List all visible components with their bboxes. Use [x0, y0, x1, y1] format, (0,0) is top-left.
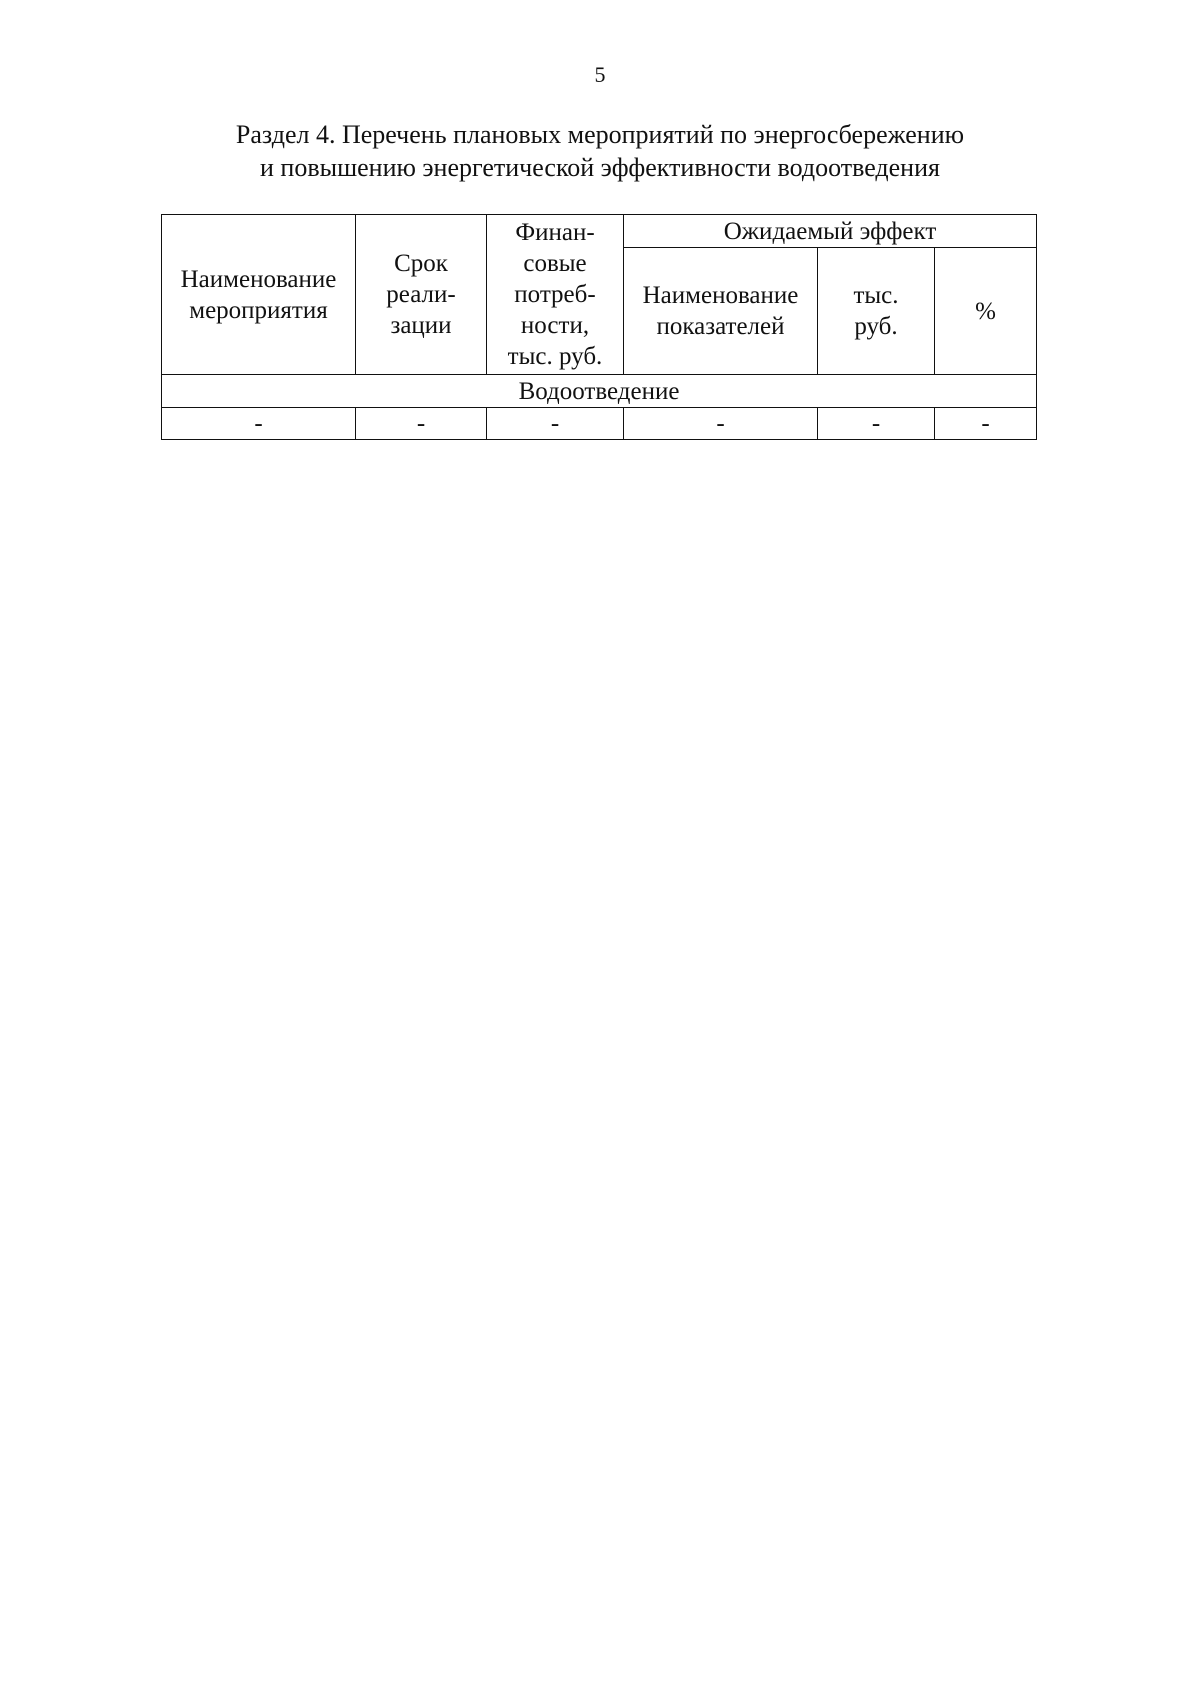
table-row	[162, 408, 1037, 440]
section-title-line-1: Раздел 4. Перечень плановых мероприятий по энергосбережению	[235, 120, 965, 149]
page-number: 5	[594, 62, 606, 87]
table-cell: -	[935, 408, 1037, 440]
table-cell: -	[162, 408, 356, 440]
section-label: Водоотведение	[162, 375, 1037, 408]
measures-table	[161, 214, 1037, 440]
header-expected-effect: Ожидаемый эффект	[624, 215, 1037, 248]
section-title-line-2: и повышению энергетической эффективности водоотведения	[260, 153, 940, 182]
table-cell: -	[818, 408, 935, 440]
header-measure-name: Наименование мероприятия	[162, 215, 356, 375]
table-header-row	[162, 215, 1037, 248]
table-section-row	[162, 375, 1037, 408]
section-title	[0, 118, 1200, 184]
header-indicator-name: Наименование показателей	[624, 248, 818, 375]
header-term: Срок реали- зации	[356, 215, 487, 375]
header-percent: %	[935, 248, 1037, 375]
table-cell: -	[487, 408, 624, 440]
table-cell: -	[356, 408, 487, 440]
header-financial-needs: Финан- совые потреб- ности, тыс. руб.	[487, 215, 624, 375]
header-thousand-rubles: тыс. руб.	[818, 248, 935, 375]
table-cell: -	[624, 408, 818, 440]
